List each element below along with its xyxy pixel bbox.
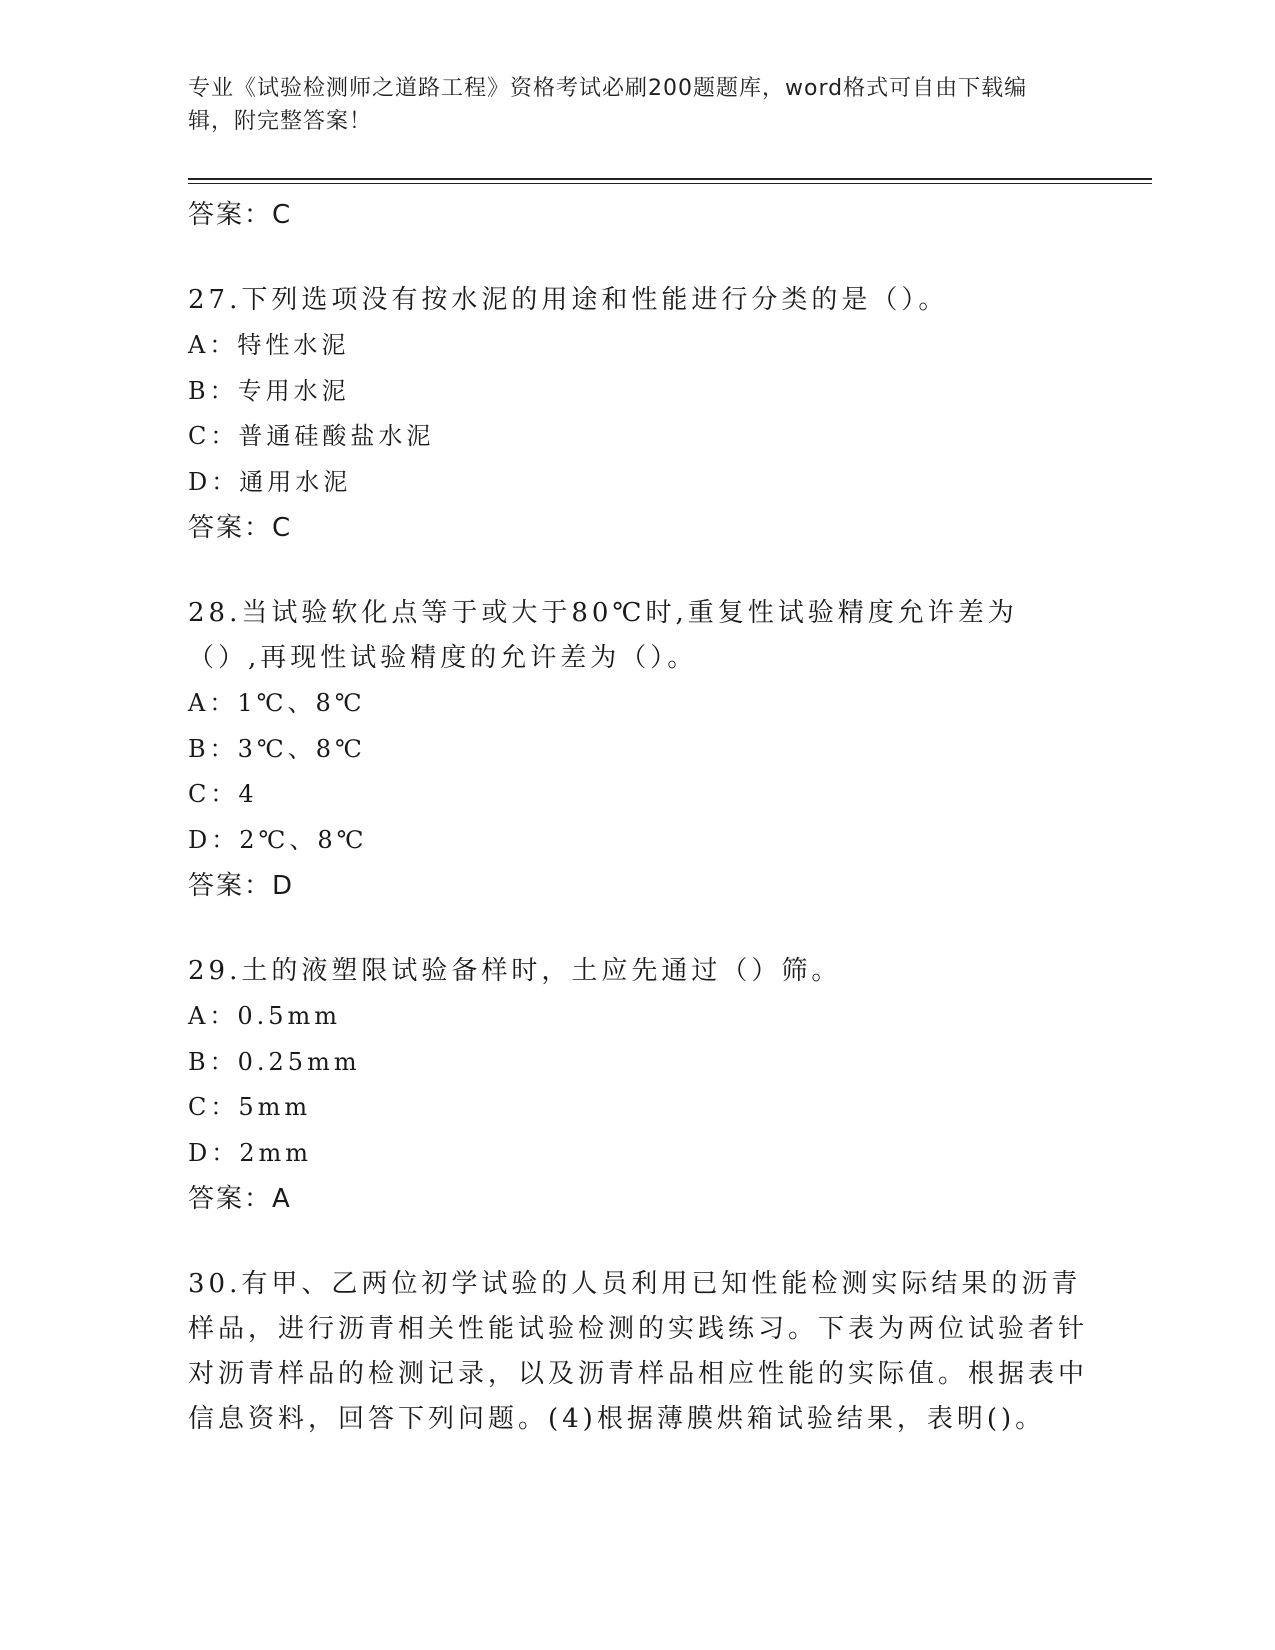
option-d: D：2mm [188, 1138, 313, 1167]
question-27 [188, 278, 1088, 551]
answer-label: 答案：C [188, 513, 293, 543]
previous-question-answer: 答案：C [188, 200, 293, 230]
header-divider [188, 178, 1152, 184]
option-d: D：通用水泥 [188, 467, 352, 496]
question-30 [188, 1262, 1088, 1442]
question-28 [188, 591, 1088, 909]
question-stem: 30.有甲、乙两位初学试验的人员利用已知性能检测实际结果的沥青样品，进行沥青相关性能试验检测的实践练习。下表为两位试验者针对沥青样品的检测记录，以及沥青样品相应性能的实际值。根据表中信息资料，回答下列问题。(4)根据薄膜烘箱试验结果，表明()。 [188, 1269, 1089, 1434]
option-c: C：普通硅酸盐水泥 [188, 422, 435, 450]
option-c: C：5mm [188, 1093, 312, 1121]
answer-label: 答案：A [188, 1184, 292, 1214]
question-stem: 29.土的液塑限试验备样时，土应先通过（）筛。 [188, 956, 842, 986]
question-list [188, 278, 1088, 1482]
answer-label: 答案：D [188, 871, 295, 901]
option-a: A：特性水泥 [188, 331, 350, 359]
option-a: A：1℃、8℃ [188, 689, 366, 717]
option-b: B：3℃、8℃ [188, 734, 366, 763]
document-header: 专业《试验检测师之道路工程》资格考试必刷200题题库，word格式可自由下载编辑，附完整答案！ [188, 76, 1028, 134]
question-stem: 28.当试验软化点等于或大于80℃时,重复性试验精度允许差为（）,再现性试验精度的允许差为（）。 [188, 598, 1018, 673]
question-29 [188, 949, 1088, 1222]
option-c: C：4 [188, 780, 258, 808]
option-b: B：专用水泥 [188, 376, 350, 405]
option-a: A：0.5mm [188, 1002, 342, 1030]
option-b: B：0.25mm [188, 1047, 361, 1076]
option-d: D：2℃、8℃ [188, 825, 368, 854]
question-stem: 27.下列选项没有按水泥的用途和性能进行分类的是（）。 [188, 285, 949, 315]
